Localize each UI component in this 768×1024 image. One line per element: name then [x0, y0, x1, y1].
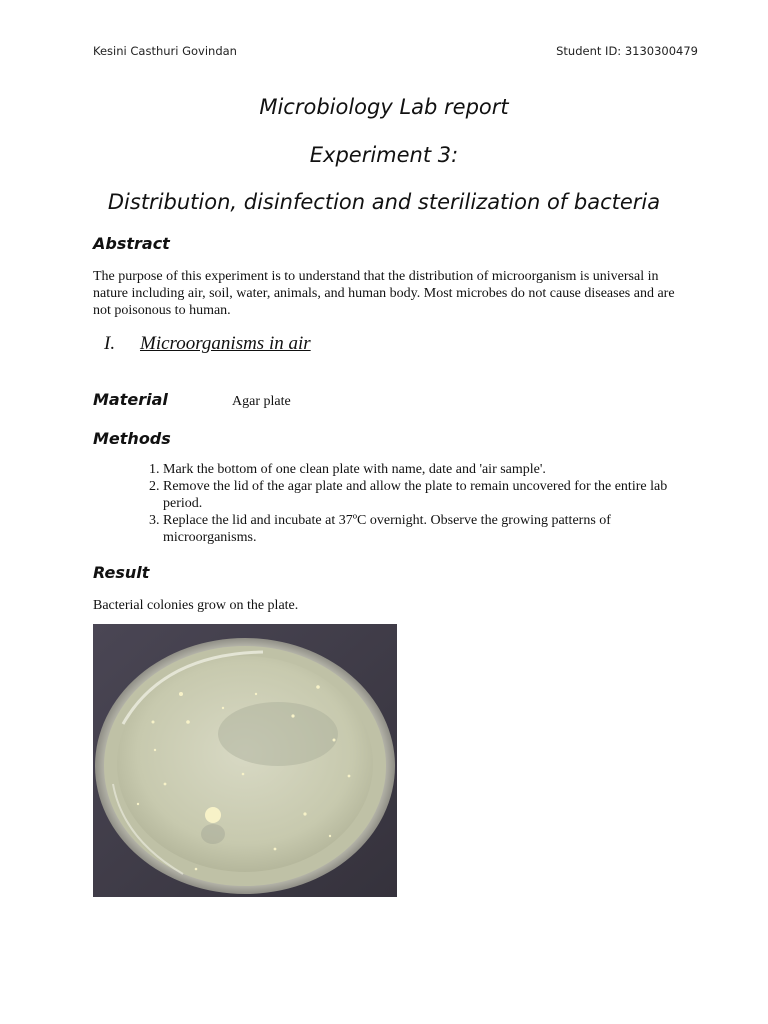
experiment-title: Distribution, disinfection and sterilization of bacteria [107, 190, 661, 214]
report-title: Microbiology Lab report [259, 95, 509, 119]
abstract-heading: Abstract [93, 234, 170, 253]
header-author: Kesini Casthuri Govindan [93, 44, 237, 58]
methods-heading: Methods [93, 429, 171, 448]
result-text: Bacterial colonies grow on the plate. [93, 598, 299, 613]
method-step: 2. Remove the lid of the agar plate and allow the plate to remain uncovered for the entire lab period. [163, 478, 693, 512]
material-value: Agar plate [232, 394, 291, 409]
methods-list [93, 461, 693, 546]
abstract-text: The purpose of this experiment is to understand that the distribution of microorganism is universal in nature including air, soil, water, animals, and human body. Most microbes do not cause diseases and are not poisonous to human. [93, 269, 675, 318]
agar-plate-photo [93, 624, 397, 897]
section-number: I. [104, 333, 116, 354]
section-heading [104, 333, 311, 355]
method-step: 1. Mark the bottom of one clean plate with name, date and 'air sample'. [163, 461, 693, 478]
method-step: 3. Replace the lid and incubate at 37ºC overnight. Observe the growing patterns of microorganisms. [163, 512, 693, 546]
header-student-id: Student ID: 3130300479 [556, 44, 698, 58]
result-heading: Result [93, 563, 150, 582]
experiment-number: Experiment 3: [309, 143, 459, 167]
material-heading: Material [93, 390, 168, 409]
section-title: Microorganisms in air [140, 333, 311, 354]
